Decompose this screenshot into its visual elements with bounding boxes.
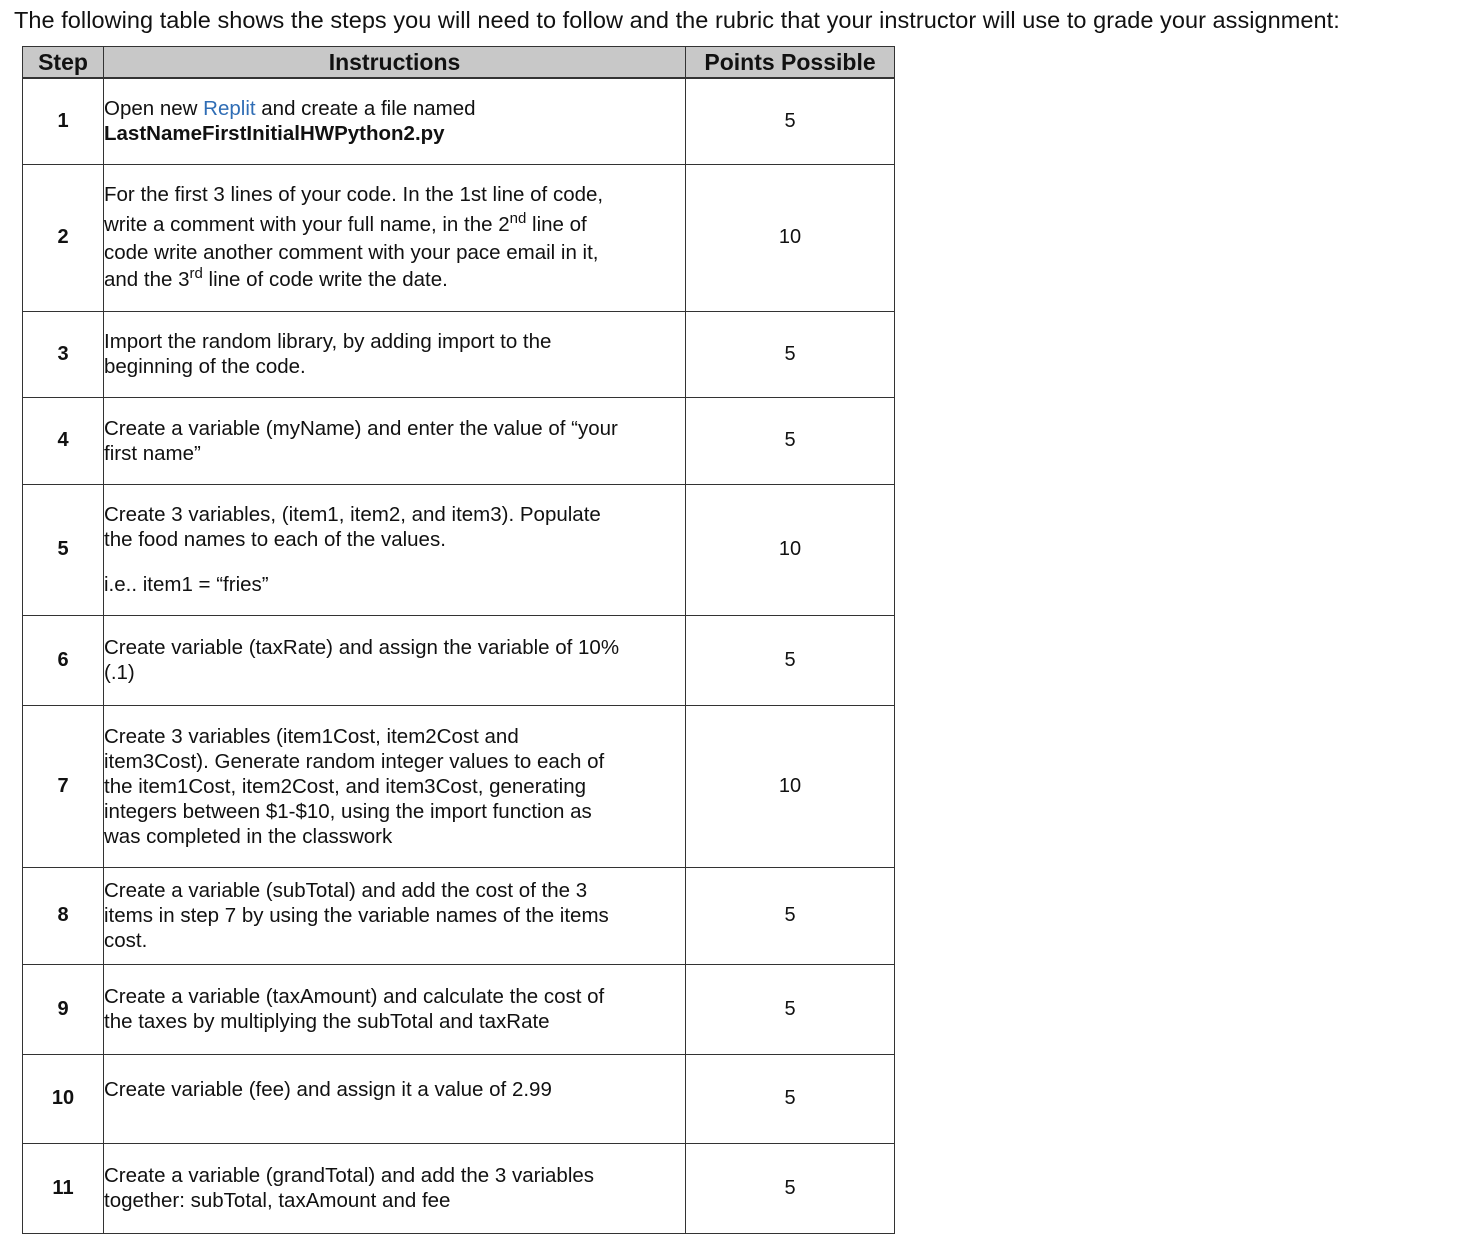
instruction-cell <box>104 78 686 164</box>
points-value: 5 <box>686 1143 895 1233</box>
instruction-text: Open new <box>104 97 198 121</box>
table-row <box>23 78 895 164</box>
header-step: Step <box>23 47 104 79</box>
instruction-line: Create variable (fee) and assign it a value of 2.99 <box>104 1077 552 1101</box>
instruction-line: the food names to each of the values. <box>104 528 446 551</box>
points-value: 5 <box>686 78 895 164</box>
step-number: 4 <box>23 397 104 484</box>
table-row <box>23 615 895 705</box>
rubric-table <box>22 46 895 1234</box>
instruction-cell <box>104 311 686 397</box>
intro-text: The following table shows the steps you will need to follow and the rubric that your instructor will use to grade your assignment: <box>14 7 1340 33</box>
instruction-text: line of <box>526 213 587 236</box>
points-value: 10 <box>686 484 895 615</box>
header-instructions: Instructions <box>104 47 686 79</box>
instruction-text: and the 3 <box>104 268 190 291</box>
instruction-line: the item1Cost, item2Cost, and item3Cost, generating <box>104 774 586 798</box>
instruction-cell <box>104 484 686 615</box>
table-row <box>23 705 895 867</box>
points-value: 5 <box>686 1054 895 1143</box>
table-row <box>23 1054 895 1143</box>
instruction-line: Create 3 variables, (item1, item2, and item3). Populate <box>104 503 601 526</box>
instruction-cell <box>104 964 686 1054</box>
superscript-text: rd <box>189 265 203 283</box>
table-row <box>23 867 895 964</box>
instruction-line: the taxes by multiplying the subTotal and taxRate <box>104 1010 550 1033</box>
instruction-cell <box>104 705 686 867</box>
instruction-line: Create a variable (myName) and enter the value of “your <box>104 416 618 440</box>
instruction-line: Create a variable (subTotal) and add the cost of the 3 <box>104 879 588 902</box>
instruction-line: beginning of the code. <box>104 355 306 378</box>
instruction-line: items in step 7 by using the variable names of the items <box>104 904 609 927</box>
instruction-cell <box>104 397 686 484</box>
instruction-line: first name” <box>104 441 201 465</box>
table-row <box>23 311 895 397</box>
instruction-line: together: subTotal, taxAmount and fee <box>104 1189 451 1212</box>
header-points: Points Possible <box>686 47 895 79</box>
step-number: 11 <box>23 1143 104 1233</box>
instruction-line <box>104 210 685 240</box>
points-value: 5 <box>686 311 895 397</box>
table-row <box>23 484 895 615</box>
spacer <box>104 552 685 572</box>
instruction-line: code write another comment with your pace email in it, <box>104 241 599 264</box>
instruction-cell <box>104 615 686 705</box>
points-value: 10 <box>686 705 895 867</box>
instruction-text: and create a file named <box>261 97 476 121</box>
step-number: 2 <box>23 164 104 311</box>
points-value: 5 <box>686 867 895 964</box>
instruction-line: Create variable (taxRate) and assign the variable of 10% <box>104 636 620 659</box>
instruction-line <box>104 96 685 121</box>
step-number: 3 <box>23 311 104 397</box>
replit-link[interactable]: Replit <box>203 97 256 121</box>
instruction-line: item3Cost). Generate random integer values to each of <box>104 749 605 773</box>
step-number: 5 <box>23 484 104 615</box>
instruction-line: (.1) <box>104 661 135 684</box>
step-number: 9 <box>23 964 104 1054</box>
instruction-line: Create a variable (taxAmount) and calculate the cost of <box>104 985 605 1008</box>
filename-text: LastNameFirstInitialHWPython2.py <box>104 122 445 146</box>
step-number: 7 <box>23 705 104 867</box>
example-line: i.e.. item1 = “fries” <box>104 573 269 596</box>
step-number: 1 <box>23 78 104 164</box>
instruction-text: write a comment with your full name, in the 2 <box>104 213 510 236</box>
instruction-line: Import the random library, by adding import to the <box>104 330 552 353</box>
table-row <box>23 1143 895 1233</box>
instruction-line: Create 3 variables (item1Cost, item2Cost and <box>104 724 519 748</box>
instruction-line: integers between $1-$10, using the import function as <box>104 799 592 823</box>
step-number: 6 <box>23 615 104 705</box>
points-value: 5 <box>686 615 895 705</box>
superscript-text: nd <box>509 210 527 228</box>
step-number: 10 <box>23 1054 104 1143</box>
instruction-line: cost. <box>104 929 148 952</box>
instruction-cell <box>104 1054 686 1143</box>
table-row <box>23 164 895 311</box>
instruction-cell <box>104 164 686 311</box>
instruction-text: line of code write the date. <box>202 268 448 291</box>
table-row <box>23 397 895 484</box>
points-value: 10 <box>686 164 895 311</box>
instruction-line: was completed in the classwork <box>104 824 393 848</box>
instruction-cell <box>104 1143 686 1233</box>
instruction-cell <box>104 867 686 964</box>
instruction-line: For the first 3 lines of your code. In the 1st line of code, <box>104 183 604 206</box>
table-row <box>23 964 895 1054</box>
table-header-row <box>23 47 895 79</box>
points-value: 5 <box>686 397 895 484</box>
instruction-line <box>104 265 685 295</box>
step-number: 8 <box>23 867 104 964</box>
points-value: 5 <box>686 964 895 1054</box>
instruction-line: Create a variable (grandTotal) and add the 3 variables <box>104 1164 595 1187</box>
